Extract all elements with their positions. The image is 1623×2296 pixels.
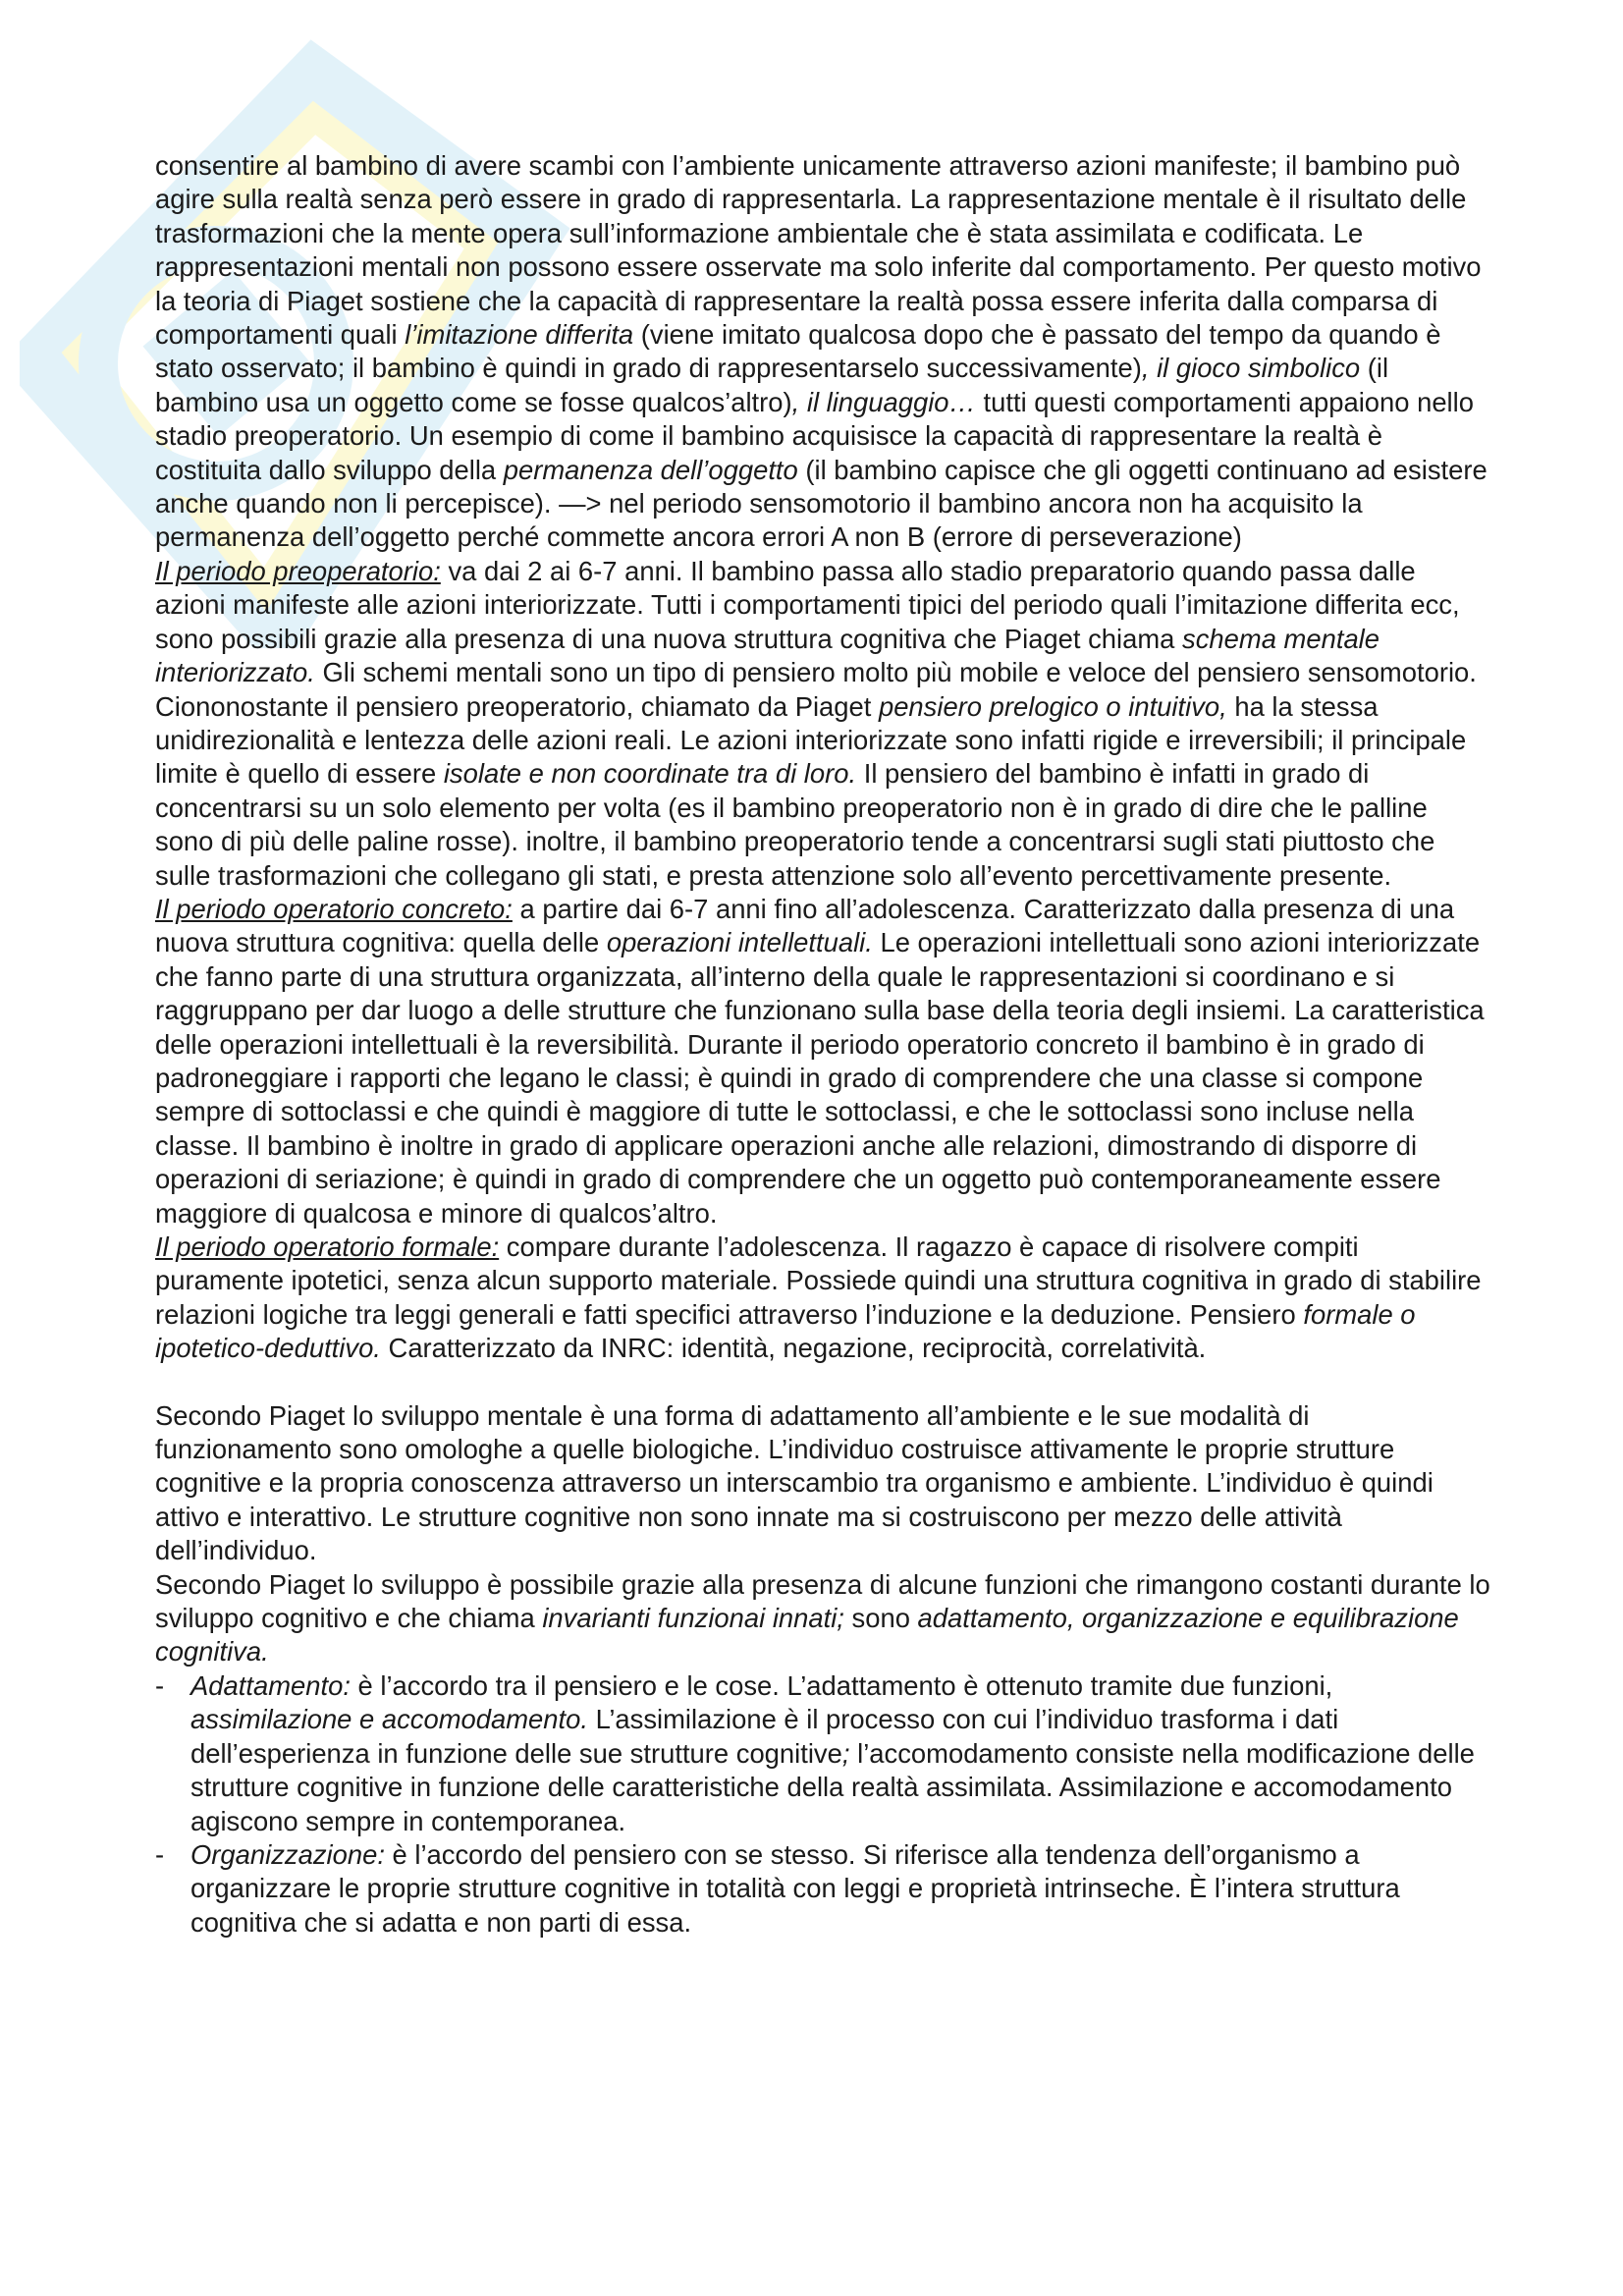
emphasis-text: invarianti funzionai innati; (542, 1603, 844, 1634)
text-run: (il bambino usa un oggetto come se fosse qualcos’altro) (155, 353, 1389, 417)
invariants-list (155, 1669, 1490, 1940)
emphasis-text: , il linguaggio… (791, 386, 976, 417)
emphasis-text: isolate e non coordinate tra di loro. (443, 758, 857, 790)
emphasis-text: Organizzazione: (190, 1838, 385, 1870)
text-run: Secondo Piaget lo sviluppo è possibile grazie alla presenza di alcune funzioni che rimangono costanti durante lo sviluppo cognitivo e che chiama (155, 1568, 1490, 1634)
emphasis-text: formale o ipotetico-deduttivo. (155, 1298, 1416, 1364)
text-run: va dai 2 ai 6-7 anni. Il bambino passa allo stadio preparatorio quando passa dalle azioni manifeste alle azioni interiorizzate. Tutti i comportamenti tipici del periodo quali l’imitazione differita ecc, sono possibili grazie alla presenza di una nuova struttura cognitiva che Piaget chiama (155, 555, 1460, 654)
emphasis-text: Adattamento: (190, 1669, 351, 1701)
emphasis-text: adattamento, organizzazione e equilibrazione cognitiva. (155, 1603, 1459, 1667)
text-run: tutti questi comportamenti appaiono nello stadio preoperatorio. Un esempio di come il bambino acquisisce la capacità di rappresentare la realtà è costituita dallo sviluppo della (155, 386, 1474, 485)
list-item (155, 1838, 1490, 1940)
emphasis-text: schema mentale interiorizzato. (155, 623, 1380, 688)
emphasis-text: pensiero prelogico o intuitivo, (878, 690, 1227, 722)
emphasis-text: l’imitazione differita (405, 319, 634, 351)
text-run: Gli schemi mentali sono un tipo di pensiero molto più mobile e veloce del pensiero sensomotorio. Ciononostante il pensiero preoperatorio, chiamato da Piaget (155, 657, 1477, 722)
section-heading: Il periodo operatorio formale: (155, 1231, 500, 1262)
text-run: ha la stessa unidirezionalità e lentezza delle azioni reali. Le azioni interiorizzate sono infatti rigide e irreversibili; il principale limite è quello di essere (155, 690, 1467, 790)
paragraph-p3 (155, 893, 1490, 1230)
text-run: Le operazioni intellettuali sono azioni interiorizzate che fanno parte di una struttura organizzata, all’interno della quale le rappresentazioni si coordinano e si raggruppano per dar luogo a delle strutture che funzionano sulla base della teoria degli insiemi. La caratteristica delle operazioni intellettuali è la reversibilità. Durante il periodo operatorio concreto il bambino è in grado di padroneggiare i rapporti che legano le classi; è quindi in grado di comprendere che una classe si compone sempre di sottoclassi e che quindi è maggiore di tutte le sottoclassi, e che le sottoclassi sono incluse nella classe. Il bambino è inoltre in grado di applicare operazioni anche alle relazioni, dimostrando di disporre di operazioni di seriazione; è quindi in grado di comprendere che un oggetto può contemporaneamente essere maggiore di qualcosa e minore di qualcos’altro. (155, 927, 1485, 1229)
text-run: (viene imitato qualcosa dopo che è passato del tempo da quando è stato osservato; il bambino è quindi in grado di rappresentarselo successivamente) (155, 319, 1441, 384)
list-dash: - (155, 1669, 165, 1701)
document-body (155, 149, 1490, 1940)
emphasis-text: permanenza dell’oggetto (503, 454, 798, 485)
text-run: Secondo Piaget lo sviluppo mentale è una forma di adattamento all’ambiente e le sue modalità di funzionamento sono omologhe a quelle biologiche. L’individuo costruisce attivamente le proprie strutture cognitive e la propria conoscenza attraverso un interscambio tra organismo e ambiente. L’individuo è quindi attivo e interattivo. Le strutture cognitive non sono innate ma si costruiscono per mezzo delle attività dell’individuo. (155, 1399, 1434, 1566)
paragraph-p4 (155, 1230, 1490, 1366)
text-run: (il bambino capisce che gli oggetti continuano ad esistere anche quando non li percepisce). —> nel periodo sensomotorio il bambino ancora non ha acquisito la permanenza dell’oggetto perché commette ancora errori A non B (errore di perseverazione) (155, 454, 1488, 553)
paragraph-p5 (155, 1399, 1490, 1568)
text-run: sono (843, 1603, 918, 1634)
text-run: a partire dai 6-7 anni fino all’adolescenza. Caratterizzato dalla presenza di una nuova struttura cognitiva: quella delle (155, 893, 1455, 958)
text-run: è l’accordo tra il pensiero e le cose. L’adattamento è ottenuto tramite due funzioni, (350, 1669, 1333, 1701)
text-run: Caratterizzato da INRC: identità, negazione, reciprocità, correlatività. (380, 1333, 1207, 1364)
list-item (155, 1669, 1490, 1838)
text-run: compare durante l’adolescenza. Il ragazzo è capace di risolvere compiti puramente ipotetici, senza alcun supporto materiale. Possiede quindi una struttura cognitiva in grado di stabilire relazioni logiche tra leggi generali e fatti specifici attraverso l’induzione e la deduzione. Pensiero (155, 1231, 1482, 1330)
emphasis-text: , il gioco simbolico (1141, 353, 1361, 384)
text-run: è l’accordo del pensiero con se stesso. Si riferisce alla tendenza dell’organismo a organizzare le proprie strutture cognitive in totalità con leggi e proprietà intrinseche. È l’intera struttura cognitiva che si adatta e non parti di essa. (190, 1838, 1400, 1938)
section-heading: Il periodo preoperatorio: (155, 555, 441, 586)
paragraph-p1 (155, 149, 1490, 555)
list-dash: - (155, 1838, 165, 1870)
paragraph-gap (155, 1366, 1490, 1399)
text-run: l’accomodamento consiste nella modificazione delle strutture cognitive in funzione delle caratteristiche della realtà assimilata. Assimilazione e accomodamento agiscono sempre in contemporanea. (190, 1737, 1475, 1836)
emphasis-text: assimilazione e accomodamento. (190, 1704, 588, 1735)
paragraph-p6 (155, 1568, 1490, 1669)
paragraph-p2 (155, 555, 1490, 893)
section-heading: Il periodo operatorio concreto: (155, 893, 513, 924)
text-run: Il pensiero del bambino è infatti in grado di concentrarsi su un solo elemento per volta (es il bambino preoperatorio non è in grado di dire che le palline sono di più delle paline rosse). inoltre, il bambino preoperatorio tende a concentrarsi sugli stati piuttosto che sulle trasformazioni che collegano gli stati, e presta attenzione solo all’evento percettivamente presente. (155, 758, 1435, 891)
text-run: consentire al bambino di avere scambi con l’ambiente unicamente attraverso azioni manifeste; il bambino può agire sulla realtà senza però essere in grado di rappresentarla. La rappresentazione mentale è il risultato delle trasformazioni che la mente opera sull’informazione ambientale che è stata assimilata e codificata. Le rappresentazioni mentali non possono essere osservate ma solo inferite dal comportamento. Per questo motivo la teoria di Piaget sostiene che la capacità di rappresentare la realtà possa essere inferita dalla comparsa di comportamenti quali (155, 150, 1482, 351)
emphasis-text: operazioni intellettuali. (606, 927, 873, 958)
text-run: L’assimilazione è il processo con cui l’individuo trasforma i dati dell’esperienza in funzione delle sue strutture cognitive (190, 1704, 1339, 1769)
emphasis-text: ; (841, 1737, 850, 1769)
